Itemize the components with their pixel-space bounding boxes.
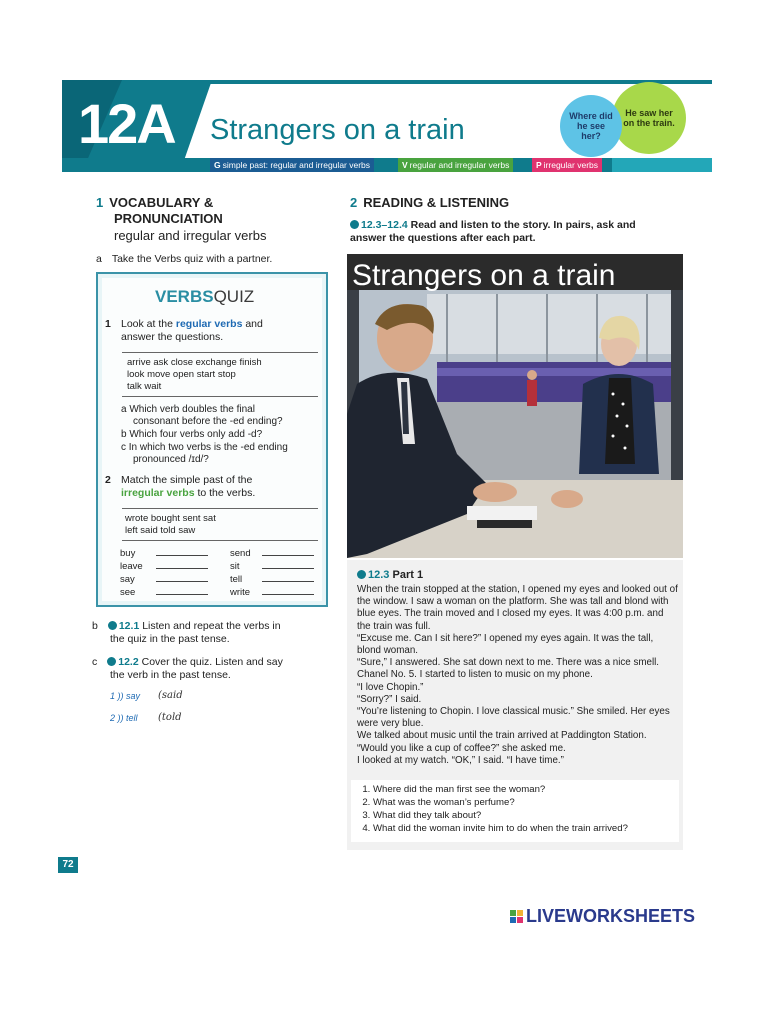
story-paragraph: We talked about music until the train arrived at Paddington Station. “Would you like a cup of coffee?” she asked me. (357, 730, 647, 754)
story-paragraph: “Sorry?” I said. (357, 693, 422, 705)
match-row-left[interactable]: see (120, 585, 208, 599)
bubble-answer-text: He saw her on the train. (623, 108, 675, 128)
story-paragraph: “Excuse me. Can I sit here?” I opened my eyes again. It was the tall, blond woman. (357, 632, 654, 657)
story-photo (347, 254, 683, 558)
story-title: Strangers on a train (352, 259, 616, 292)
quiz-q1-text-line2: answer the questions. (121, 331, 224, 343)
exercise-b-line2: the quiz in the past tense. (110, 633, 230, 645)
exercise-a: a Take the Verbs quiz with a partner. (96, 253, 273, 265)
quiz-q1b: b Which four verbs only add -d? (121, 429, 263, 440)
quiz-q2-text-line2: irregular verbs to the verbs. (121, 487, 256, 499)
quiz-rule (122, 396, 318, 397)
match-row-right[interactable]: write (230, 585, 314, 599)
train-scene-illustration (347, 254, 683, 558)
page-number: 72 (58, 857, 78, 873)
speech-bubble-question (560, 95, 622, 157)
pronunciation-tag: P irregular verbs (532, 158, 602, 172)
section1-subtitle: regular and irregular verbs (114, 228, 267, 243)
question-item: 2. What was the woman’s perfume? (373, 796, 679, 809)
part-heading: 12.3 Part 1 (357, 569, 423, 581)
audio-icon[interactable] (357, 570, 366, 579)
question-item: 3. What did they talk about? (373, 809, 679, 822)
example-answer-2: (told (158, 712, 182, 723)
quiz-q2-text: Match the simple past of the (121, 474, 253, 486)
exercise-c-line2: the verb in the past tense. (110, 669, 231, 681)
unit-title: Strangers on a train (210, 114, 465, 146)
story-text (357, 584, 679, 767)
question-item: 4. What did the woman invite him to do when the train arrived? (373, 822, 679, 835)
section2-heading: 2 READING & LISTENING (350, 195, 510, 210)
story-paragraph: I looked at my watch. “OK,” I said. “I have time.” (357, 754, 564, 766)
story-paragraph: “I love Chopin.” (357, 681, 424, 693)
match-row-right[interactable]: tell (230, 572, 314, 586)
exercise-c: c 12.2 Cover the quiz. Listen and say (92, 656, 283, 668)
quiz-rule (122, 508, 318, 509)
grammar-tag: G simple past: regular and irregular verbs (210, 158, 374, 172)
exercise-b: b 12.1 Listen and repeat the verbs in (92, 620, 281, 632)
logo-grid-icon (510, 910, 523, 923)
regular-verbs-list: arrive ask close exchange finish look move open start stop talk wait (127, 357, 262, 392)
example-prompt-2: 2 )) tell (110, 713, 138, 723)
logo-text: LIVEWORKSHEETS (526, 906, 696, 926)
liveworksheets-logo[interactable] (510, 906, 695, 927)
match-row-right[interactable]: sit (230, 559, 314, 573)
unit-number: 12A (78, 92, 175, 155)
quiz-rule (122, 352, 318, 353)
story-paragraph: When the train stopped at the station, I opened my eyes and looked out of the window. I saw a woman on the platform. She was tall and blond with blue eyes. The train moved and I closed my eyes. It was 4:00 p.m. and the train was full. (357, 584, 678, 632)
quiz-q2-number: 2 (105, 474, 111, 486)
match-row-left[interactable]: leave (120, 559, 208, 573)
match-row-left[interactable]: say (120, 572, 208, 586)
story-paragraph: “You’re listening to Chopin. I love classical music.” She smiled. Her eyes were very blue. (357, 706, 670, 730)
bubble-question-text: Where did he see her? (569, 111, 613, 141)
verbs-quiz-title: VERBSQUIZ (155, 287, 255, 306)
grammar-bar-end (612, 158, 712, 172)
quiz-q1-text: Look at the regular verbs and (121, 318, 263, 330)
question-item: 1. Where did the man first see the woman? (373, 783, 679, 796)
section2-intro-line2: answer the questions after each part. (350, 232, 536, 244)
vocabulary-tag: V regular and irregular verbs (398, 158, 513, 172)
comprehension-questions (351, 780, 679, 842)
section2-intro: 12.3–12.4 Read and listen to the story. In pairs, ask and (350, 219, 636, 232)
section1-heading: 1 VOCABULARY & (96, 195, 214, 210)
example-answer-1: (said (158, 690, 183, 701)
audio-icon[interactable] (350, 220, 359, 229)
section1-heading-line2: PRONUNCIATION (114, 211, 223, 226)
story-paragraph: “Sure,” I answered. She sat down next to me. There was a nice smell. Chanel No. 5. I started to listen to music on my phone. (357, 657, 660, 681)
quiz-q1c: c In which two verbs is the -ed ending (121, 442, 288, 453)
example-prompt-1: 1 )) say (110, 691, 141, 701)
quiz-q1a-line2: consonant before the -ed ending? (133, 416, 283, 427)
quiz-q1a: a Which verb doubles the final (121, 404, 255, 415)
irregular-verbs-list: wrote bought sent sat left said told saw (125, 513, 216, 536)
quiz-q1c-line2: pronounced /ɪd/? (133, 454, 209, 465)
match-row-right[interactable]: send (230, 546, 314, 560)
speech-bubble-answer (612, 82, 686, 154)
audio-icon[interactable] (107, 657, 116, 666)
audio-icon[interactable] (108, 621, 117, 630)
quiz-rule (122, 540, 318, 541)
quiz-q1-number: 1 (105, 318, 111, 330)
match-row-left[interactable]: buy (120, 546, 208, 560)
